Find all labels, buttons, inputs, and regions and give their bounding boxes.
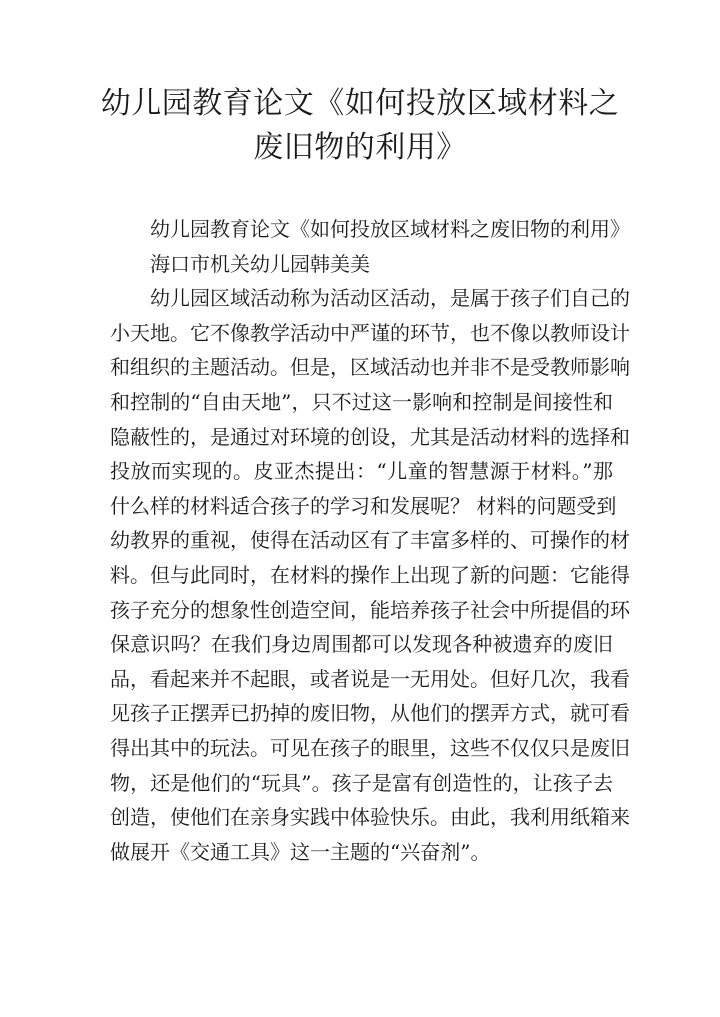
paragraph-line: 保意识吗？在我们身边周围都可以发现各种被遗弃的废旧 xyxy=(110,632,613,657)
paragraph-line: 投放而实现的。皮亚杰提出：“儿童的智慧源于材料。”那 xyxy=(110,459,613,484)
paragraph-line: 品，看起来并不起眼，或者说是一无用处。但好几次，我看 xyxy=(110,666,630,691)
paragraph-line: 幼教界的重视，使得在活动区有了丰富多样的、可操作的材 xyxy=(110,528,630,553)
document-title xyxy=(96,82,624,170)
paragraph-line: 物，还是他们的“玩具”。孩子是富有创造性的，让孩子去 xyxy=(110,770,613,795)
title-line-2: 废旧物的利用》 xyxy=(253,130,467,165)
paragraph-line: 见孩子正摆弄已扔掉的废旧物，从他们的摆弄方式，就可看 xyxy=(110,701,630,726)
paragraph-line: 和组织的主题活动。但是，区域活动也并非不是受教师影响 xyxy=(110,355,630,380)
paragraph-line: 创造，使他们在亲身实践中体验快乐。由此，我利用纸箱来 xyxy=(110,805,630,830)
paragraph-line: 得出其中的玩法。可见在孩子的眼里，这些不仅仅只是废旧 xyxy=(110,735,630,760)
paragraph-line: 幼儿园区域活动称为活动区活动，是属于孩子们自己的 xyxy=(150,286,630,311)
title-line-1: 幼儿园教育论文《如何投放区域材料之 xyxy=(100,86,620,121)
paragraph-line: 隐蔽性的，是通过对环境的创设，尤其是活动材料的选择和 xyxy=(110,424,630,449)
author-line: 海口市机关幼儿园韩美美 xyxy=(150,251,370,276)
paragraph-line: 和控制的“自由天地”，只不过这一影响和控制是间接性和 xyxy=(110,389,613,414)
document-body xyxy=(110,212,630,869)
paragraph-line: 料。但与此同时，在材料的操作上出现了新的问题：它能得 xyxy=(110,562,630,587)
paragraph-line: 孩子充分的想象性创造空间，能培养孩子社会中所提倡的环 xyxy=(110,597,630,622)
paragraph-line: 什么样的材料适合孩子的学习和发展呢？ 材料的问题受到 xyxy=(110,493,617,518)
paragraph-line: 做展开《交通工具》这一主题的“兴奋剂”。 xyxy=(110,839,491,864)
subtitle-line: 幼儿园教育论文《如何投放区域材料之废旧物的利用》 xyxy=(150,217,630,241)
paragraph-line: 小天地。它不像教学活动中严谨的环节，也不像以教师设计 xyxy=(110,320,630,345)
